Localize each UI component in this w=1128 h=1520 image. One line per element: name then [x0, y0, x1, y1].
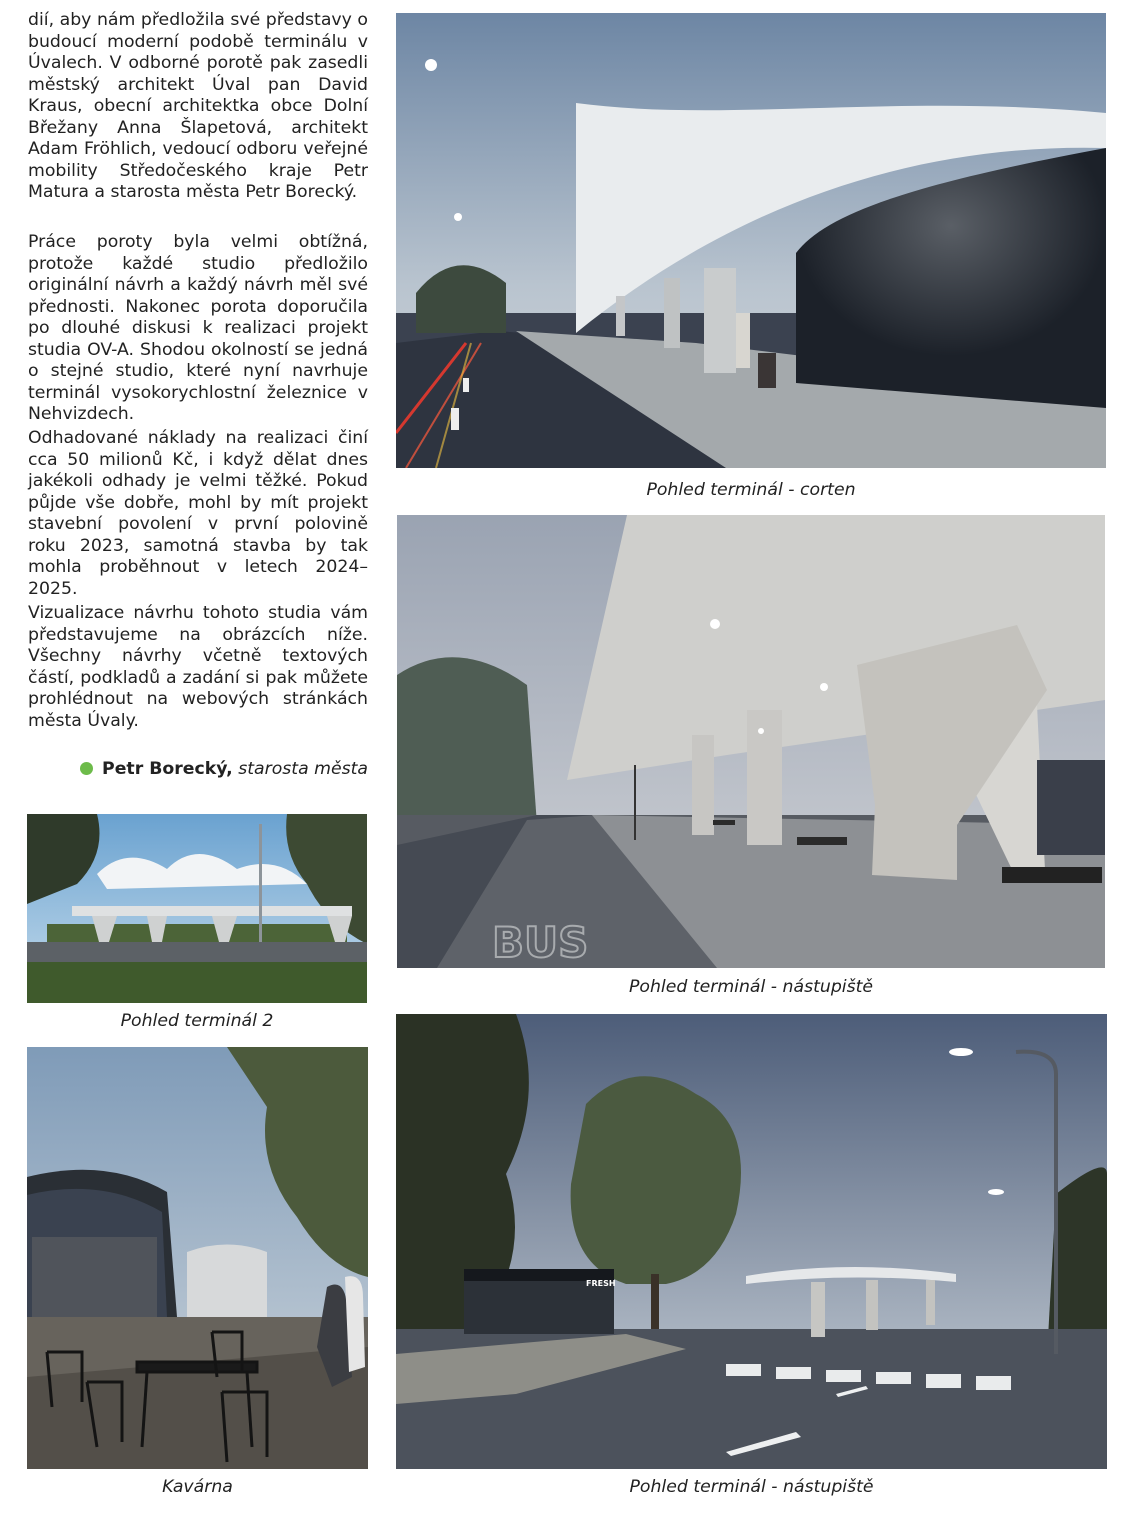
author-signature [28, 758, 368, 780]
terminal-2-photo [27, 814, 367, 1003]
paragraph-3: Odhadované náklady na realizaci činí cca 50 milionů Kč, i když dělat dnes jakékoli odhady je velmi těžké. Pokud půjde vše dobře, mohl by mít projekt stavební povolení v první polovině roku 2023, samotná stavba by tak mohla proběhnout v letech 2024–2025. [28, 428, 368, 599]
terminal-corten-photo [396, 13, 1106, 468]
author-role: starosta města [238, 759, 368, 779]
paragraph-2: Práce poroty byla velmi obtížná, protože každé studio předložilo originální návrh a každý návrh měl své přednosti. Nakonec porota doporučila po dlouhé diskusi k realizaci projekt studia OV-A. Shodou okolností se jedná o stejné studio, které nyní navrhuje terminál vysokorychlostní železnice v Nehvizdech. [28, 232, 368, 424]
paragraph-4: Vizualizace návrhu tohoto studia vám představujeme na obrázcích níže. Všechny návrhy včetně textových částí, podkladů a zadání si pak můžete prohlédnout na webových stránkách města Úvaly. [28, 603, 368, 731]
caption-cafe: Kavárna [162, 1477, 233, 1497]
caption-terminal-corten: Pohled terminál - corten [646, 480, 856, 500]
caption-terminal-platform: Pohled terminál - nástupiště [628, 977, 873, 997]
terminal-street-photo [396, 1014, 1107, 1469]
caption-terminal-2: Pohled terminál 2 [120, 1011, 274, 1031]
caption-terminal-street: Pohled terminál - nástupiště [629, 1477, 874, 1497]
cafe-photo [27, 1047, 368, 1469]
author-name: Petr Borecký, [102, 759, 233, 779]
green-bullet-icon [80, 762, 93, 775]
terminal-platform-photo [397, 515, 1105, 968]
paragraph-1: dií, aby nám předložila své představy o budoucí moderní podobě terminálu v Úvalech. V odborné porotě pak zasedli městský architekt Úval pan David Kraus, obecní architektka obce Dolní Břežany Anna Šlapetová, architekt Adam Fröhlich, vedoucí odboru veřejné mobility Středočeského kraje Petr Matura a starosta města Petr Borecký. [28, 10, 368, 202]
bus-road-marking: BUS [492, 918, 589, 967]
kiosk-sign: FRESH [586, 1279, 616, 1288]
